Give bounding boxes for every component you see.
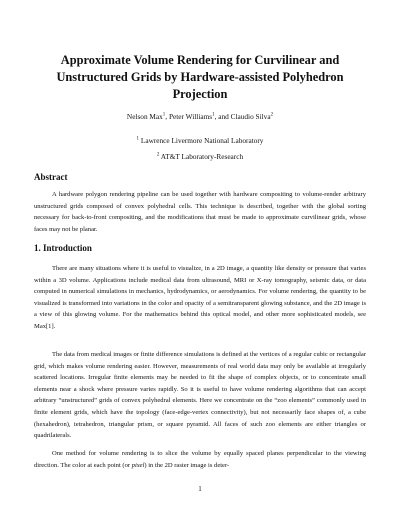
intro-paragraph-2: The data from medical images or finite difference simulations is defined at the vertices of a regular cubic or rectangular grid, which makes volume rendering easier. However, measurements of real world data may only be available at irregularly scattered locations. Irregular finite elements may be needed to fit the shape of complex objects, or to concentrate small elements near a shock where pressure varies rapidly. So it is useful to have volume rendering algorithms that can accept arbitrary “unstructured” grids of convex polyhedral elements. Here we concentrate on the “zoo elements” commonly used in finite element grids, which have the topology (face-edge-vertex connectivity), but not necessarily face shapes of, a cube (hexahedron), tetrahedron, triangular prism, or square pyramid. All faces of such zoo elements are either triangles or quadrilaterals. xyxy=(34,351,366,440)
author-name: Nelson Max xyxy=(126,112,163,121)
intro-paragraph-3-start: One method for volume rendering is to slice the volume by equally spaced planes perpendicular to the viewing direction. The color at each point (or xyxy=(34,450,366,469)
affiliation-text: AT&T Laboratory-Research xyxy=(160,152,244,161)
affiliation-2 xyxy=(40,152,360,162)
paper-title: Approximate Volume Rendering for Curvilinear and Unstructured Grids by Hardware-assisted Polyhedron Projection xyxy=(56,53,344,101)
affiliation-mark: 1 xyxy=(212,112,215,118)
abstract-paragraph: A hardware polygon rendering pipeline can be used together with hardware compositing to volume-render arbitrary unstructured grids composed of convex polyhedral cells. This technique is described, together with the global sorting necessary for back-to-front compositing, and the modifications that must be made to approximate curvilinear grids, whose faces may not be planar. xyxy=(34,191,366,233)
affiliation-mark: 2 xyxy=(270,112,274,118)
affiliation-mark: 2 xyxy=(156,152,160,158)
page-number: 1 xyxy=(198,485,202,493)
affiliation-mark: 1 xyxy=(136,136,140,142)
intro-paragraph-1: There are many situations where it is useful to visualize, in a 2D image, a quantity like density or pressure that varies within a 3D volume. Applications include medical data from ultrasound, MRI or X-ray tomography, seismic data, or data computed in numerical simulations in mechanics, hydrodynamics, or aerodynamics. For volume rendering, the quantity to be visualized is transformed into variations in the color and opacity of a semitransparent glowing substance, and the 2D image is a view of this glowing volume. For the mathematics behind this optical model, and other more sophisticated models, see Max[1]. xyxy=(34,265,366,330)
emphasis-pixel: pixel xyxy=(131,461,145,469)
abstract-heading: Abstract xyxy=(34,172,68,182)
affiliation-1 xyxy=(40,136,360,146)
author-separator: , and xyxy=(214,112,231,121)
author-name: Peter Williams xyxy=(168,112,213,121)
affiliation-mark: 1 xyxy=(162,112,166,118)
author-separator: , xyxy=(165,112,169,121)
intro-paragraph-3-end: ) in the 2D raster image is deter- xyxy=(144,461,230,469)
author-name: Claudio Silva xyxy=(230,112,271,121)
author-line xyxy=(40,112,360,122)
intro-paragraph-3 xyxy=(34,448,366,471)
section-heading-introduction: 1. Introduction xyxy=(34,243,92,253)
affiliation-text: Lawrence Livermore National Laboratory xyxy=(140,136,264,145)
